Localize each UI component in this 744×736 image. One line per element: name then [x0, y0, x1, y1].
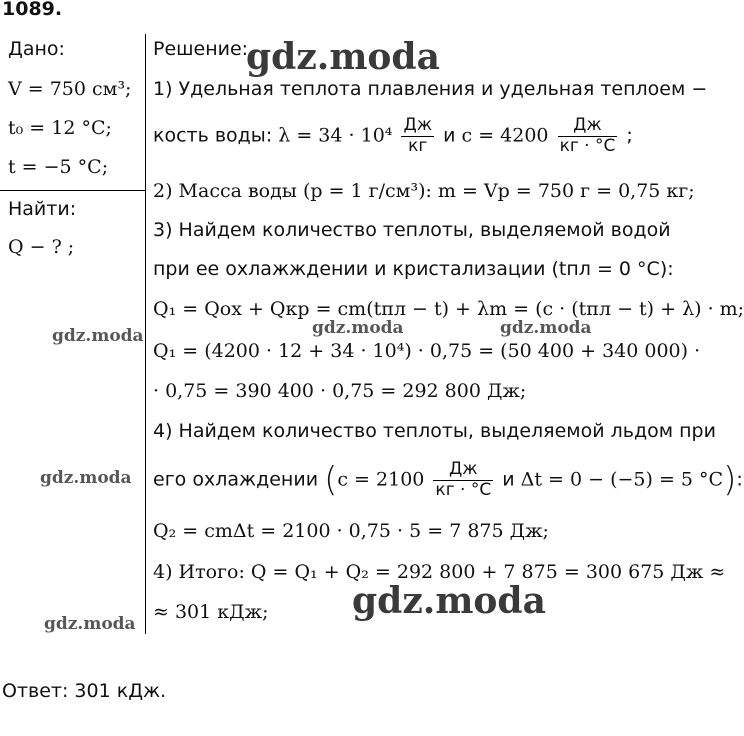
watermark: gdz.moda — [40, 468, 132, 488]
watermark: gdz.moda — [352, 580, 546, 622]
lambda-value: λ = 34 · 10⁴ — [278, 124, 393, 147]
column-divider — [145, 34, 146, 634]
solution-step3-calc1: Q₁ = (4200 · 12 + 34 · 10⁴) · 0,75 = (50 400 + 340 000) · — [153, 340, 701, 362]
delta-t-value: Δt = 0 − (−5) = 5 °C — [520, 468, 724, 491]
watermark: gdz.moda — [500, 318, 592, 338]
c-water-unit-fraction — [558, 116, 618, 156]
c-ice-unit-fraction — [433, 460, 493, 500]
lambda-unit-numerator: Дж — [403, 115, 433, 135]
solution-total-line1: 4) Итого: Q = Q₁ + Q₂ = 292 800 + 7 875 = 300 675 Дж ≈ — [153, 561, 726, 583]
solution-step2: 2) Масса воды (p = 1 г/см³): m = Vp = 750 г = 0,75 кг; — [153, 180, 695, 202]
watermark: gdz.moda — [52, 326, 144, 346]
solution-step1-line1: 1) Удельная теплота плавления и удельная теплоем − — [153, 78, 708, 100]
close-paren: ) — [723, 460, 737, 501]
solution-step3-formula: Q₁ = Qох + Qкр = cm(tпл − t) + λm = (c · (tпл − t) + λ) · m; — [153, 298, 744, 320]
solution-step4-calc: Q₂ = cmΔt = 2100 · 0,75 · 5 = 7 875 Дж; — [153, 520, 549, 542]
answer: Ответ: 301 кДж. — [2, 680, 167, 702]
given-initial-temp: t₀ = 12 °C; — [8, 117, 112, 139]
watermark: gdz.moda — [312, 318, 404, 338]
given-volume: V = 750 см³; — [8, 78, 132, 100]
solution-step3-calc2: · 0,75 = 390 400 · 0,75 = 292 800 Дж; — [153, 380, 527, 402]
solution-step3-line1: 3) Найдем количество теплоты, выделяемой водой — [153, 219, 671, 241]
problem-number: 1089. — [2, 0, 63, 20]
c-water-unit-denominator: кг · °C — [559, 135, 616, 156]
step4-text: его охлаждении — [153, 468, 319, 491]
lambda-unit-fraction — [401, 116, 434, 156]
given-header: Дано: — [8, 38, 65, 60]
find-quantity: Q − ? ; — [8, 236, 75, 258]
find-header: Найти: — [8, 198, 77, 220]
solution-header: Решение: — [153, 38, 249, 60]
solution-total-line2: ≈ 301 кДж; — [153, 601, 269, 623]
step4-and: и — [502, 468, 515, 491]
c-ice-unit-denominator: кг · °C — [435, 479, 492, 500]
solution-step4-line1: 4) Найдем количество теплоты, выделяемой льдом при — [153, 420, 716, 442]
given-final-temp: t = −5 °C; — [8, 156, 109, 178]
c-ice-unit-numerator: Дж — [433, 460, 493, 481]
c-water-value: c = 4200 — [461, 124, 549, 147]
solution-step1-line2 — [153, 116, 633, 156]
watermark: gdz.moda — [246, 36, 440, 78]
solution-step3-line2: при ее охлажждении и кристализации (tпл = 0 °C): — [153, 258, 674, 280]
given-divider — [0, 190, 146, 191]
step1-text: кость воды: — [153, 124, 273, 147]
c-ice-value: c = 2100 — [337, 468, 425, 491]
open-paren: ( — [324, 460, 338, 501]
step1-and: и — [443, 124, 456, 147]
watermark: gdz.moda — [44, 614, 136, 634]
solution-step4-line2: его охлаждении (c = 2100 $\frac{Дж}{кг \cdot ^\circ C}$ и Δt = 0 − (−5) = 5 °C): — [153, 459, 743, 501]
lambda-unit-denominator: кг — [408, 135, 428, 156]
step1-end: ; — [626, 124, 633, 147]
c-water-unit-numerator: Дж — [558, 116, 618, 137]
